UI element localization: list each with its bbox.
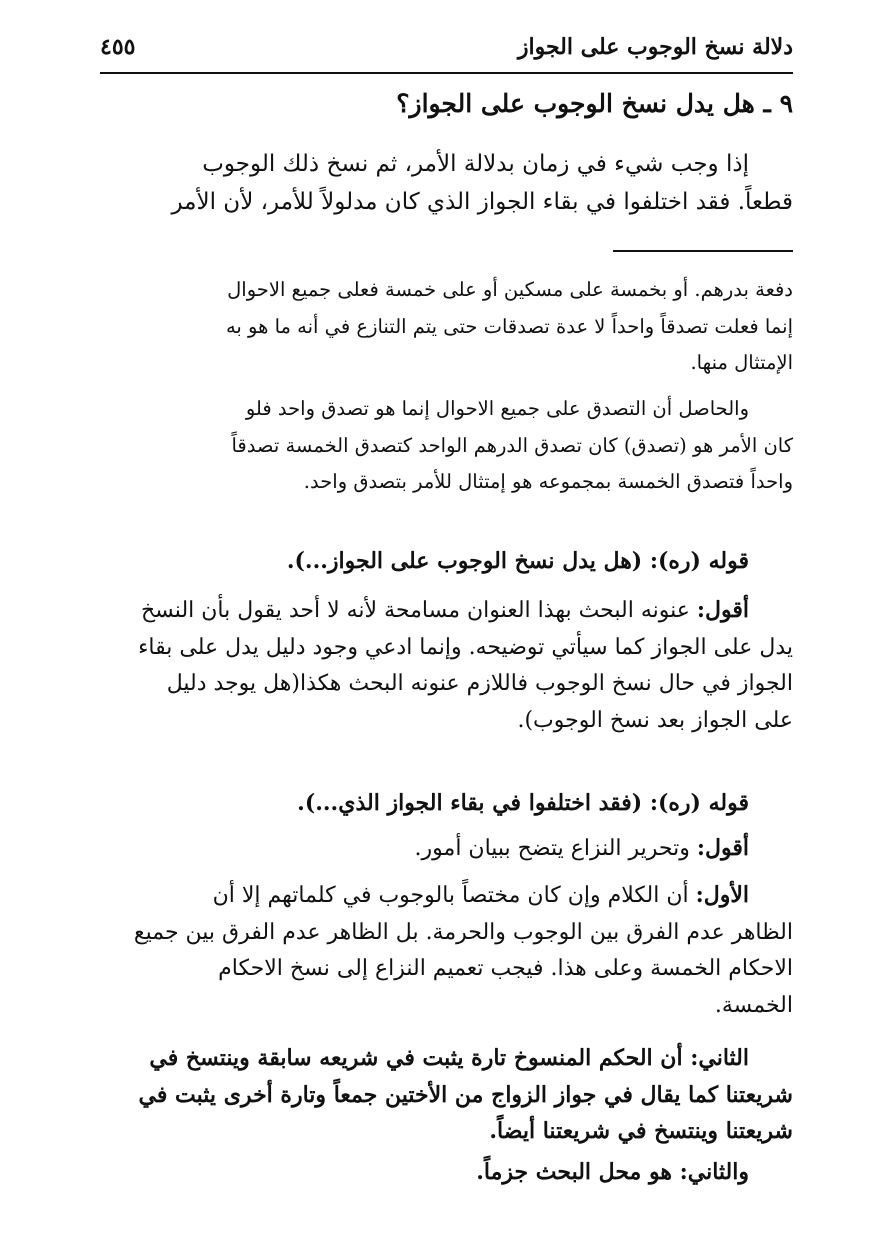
text-line: الجواز في حال نسخ الوجوب فاللازم عنونه البحث هكذا(هل يوجد دليل <box>166 671 793 696</box>
text-line: والحاصل أن التصدق على جميع الاحوال إنما هو تصدق واحد فلو <box>245 397 749 420</box>
commentary-quote-1 <box>99 543 793 580</box>
reply-text: عنونه البحث بهذا العنوان مسامحة لأنه لا أحد يقول بأن النسخ <box>140 598 690 623</box>
text-line <box>99 830 793 868</box>
text-line: يدل على الجواز كما سيأتي توضيحه. وإنما ادعي وجود دليل يدل على بقاء <box>138 634 793 660</box>
quote-text: قوله (ره): (هل يدل نسخ الوجوب على الجواز...). <box>286 548 749 574</box>
text-line: الخمسة. <box>714 992 793 1018</box>
text-line <box>99 1154 793 1191</box>
text-line: شريعتنا كما يقال في جواز الزواج من الأختين جمعاً وتارة أخرى يثبت في <box>138 1081 793 1108</box>
point-text: أن الكلام وإن كان مختصاً بالوجوب في كلماتهم إلا أن <box>212 883 689 908</box>
quote-text: قوله (ره): (فقد اختلفوا في بقاء الجواز الذي...). <box>297 790 749 816</box>
point-text: أن الحكم المنسوخ تارة يثبت في شريعه سابقة وينتسخ في <box>149 1045 683 1071</box>
text-line: قطعاً. فقد اختلفوا في بقاء الجواز الذي كان مدلولاً للأمر، لأن الأمر <box>171 189 793 215</box>
reply-label: أقول: <box>696 835 749 861</box>
text-line <box>99 1040 793 1077</box>
footnote-conclusion <box>99 391 793 501</box>
page-number: ٤٥٥ <box>100 34 136 60</box>
point-first <box>99 877 793 1024</box>
commentary-quote-2 <box>99 785 793 822</box>
text-line <box>99 592 793 630</box>
reply-label: أقول: <box>696 597 749 623</box>
point-third <box>99 1154 793 1191</box>
commentary-reply-1 <box>99 592 793 739</box>
footnote-paragraph <box>99 272 793 382</box>
footnote-separator <box>613 250 793 252</box>
text-line: على الجواز بعد نسخ الوجوب). <box>517 707 793 733</box>
text-line: دفعة بدرهم. أو بخمسة على مسكين أو على خمسة فعلى جميع الاحوال <box>227 278 793 301</box>
text-line: واحداً فتصدق الخمسة بمجموعه هو إمتثال للأمر بتصدق واحد. <box>303 470 793 493</box>
text-line: الاحكام الخمسة وعلى هذا. فيجب تعميم النزاع إلى نسخ الاحكام <box>218 956 793 981</box>
point-second <box>99 1040 793 1150</box>
reply-text: وتحرير النزاع يتضح ببيان أمور. <box>414 836 690 861</box>
running-title: دلالة نسخ الوجوب على الجواز <box>517 34 793 60</box>
text-line: شريعتنا وينتسخ في شريعتنا أيضاً. <box>489 1118 793 1144</box>
text-line: الإمتثال منها. <box>690 351 793 374</box>
text-line: كان الأمر هو (تصدق) كان تصدق الدرهم الواحد كتصدق الخمسة تصدقاً <box>231 433 793 457</box>
text-line: إذا وجب شيء في زمان بدلالة الأمر، ثم نسخ ذلك الوجوب <box>202 151 749 177</box>
page-header <box>100 28 793 74</box>
section-heading: ٩ ـ هل يدل نسخ الوجوب على الجواز؟ <box>396 89 793 118</box>
point-label: والثاني: <box>679 1159 749 1185</box>
text-line: إنما فعلت تصدقاً واحداً لا عدة تصدقات حتى يتم التنازع في أنه ما هو به <box>225 314 793 338</box>
text-line: الظاهر عدم الفرق بين الوجوب والحرمة. بل الظاهر عدم الفرق بين جميع <box>133 919 793 945</box>
commentary-reply-2 <box>99 830 793 868</box>
text-line <box>99 877 793 915</box>
point-label: الأول: <box>695 882 749 908</box>
point-label: الثاني: <box>690 1045 749 1071</box>
point-text: هو محل البحث جزماً. <box>476 1159 672 1185</box>
main-paragraph <box>99 145 793 221</box>
